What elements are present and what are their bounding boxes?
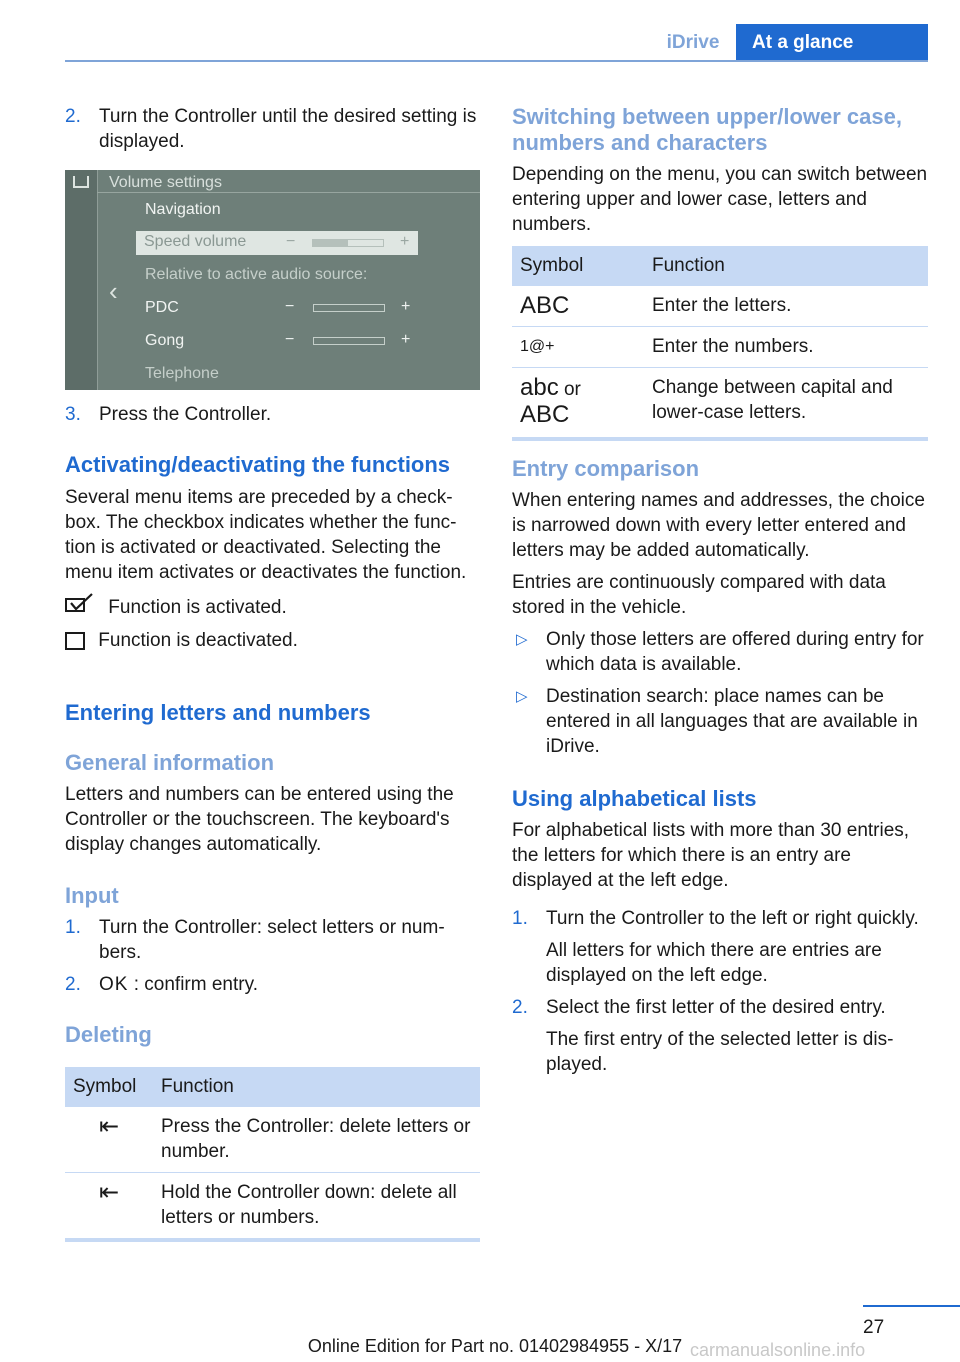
- delete-icon: ⇤: [65, 1107, 153, 1173]
- edition-text: Online Edition for Part no. 01402984955 - X/17: [307, 1336, 683, 1356]
- ok-icon: OK: [99, 974, 129, 995]
- table-row: 1@+ Enter the numbers.: [512, 327, 928, 368]
- pdc-slider: [313, 304, 385, 312]
- uppercase-icon: ABC: [512, 286, 644, 327]
- watermark: carmanualsonline.info: [690, 1340, 866, 1360]
- step-text: Turn the Controller until the desired setting is displayed.: [99, 106, 477, 152]
- delete-icon: ⇤: [98, 1179, 120, 1206]
- left-step-2: [65, 104, 480, 154]
- header-rule: [65, 60, 928, 62]
- lowercase-icon: abc: [520, 374, 559, 401]
- menu-item-pdc: PDC: [145, 299, 179, 316]
- input-heading: Input: [65, 883, 119, 908]
- menu-item-relative: Relative to active audio source:: [145, 266, 368, 283]
- switching-section: [512, 104, 928, 441]
- input-section: Input 1. Turn the Controller: select letters or numbers. 2. OK : confirm entry.: [65, 883, 480, 997]
- checkbox-checked-icon: [65, 593, 87, 620]
- bullet-triangle-icon: ▷: [516, 688, 528, 705]
- header-section: iDrive: [666, 32, 720, 53]
- checkbox-empty-icon: [65, 632, 85, 650]
- screenshot-sidebar: [65, 170, 98, 390]
- volume-settings-screenshot: Volume settings ‹ Navigation Speed volume − + Relative to active audio source: PDC − + Gong − + Telephone: [65, 170, 480, 390]
- general-section: [65, 750, 480, 857]
- list-item: ▷ Destination search: place names can be entered in all languages that are available in iDrive.: [516, 686, 918, 757]
- activated-label: Function is activated.: [108, 597, 287, 618]
- table-row: ⇤ Hold the Controller down: delete all letters or numbers.: [65, 1173, 480, 1239]
- general-heading: General information: [65, 750, 275, 775]
- footer-rule: [863, 1305, 960, 1307]
- menu-item-gong: Gong: [145, 332, 185, 349]
- header-tab: At a glance: [736, 24, 928, 62]
- entering-heading: Entering letters and numbers: [65, 700, 371, 725]
- alpha-heading: Using alphabetical lists: [512, 786, 757, 811]
- entry-section: Entry comparison When entering names and addresses, the choice is narrowed down with every letter entered and letters may be added automatically. Entries are continuously compared with data stored in the vehicle. ▷ Only those letters are offered during entry for which data is available. ▷ Destination search: place names can be entered in all languages that are available in iDrive.: [512, 456, 928, 759]
- page-number: 27: [863, 1317, 885, 1338]
- left-step-3: 3. Press the Controller.: [65, 404, 272, 425]
- bullet-triangle-icon: ▷: [516, 631, 528, 648]
- activating-body: Several menu items are preceded by a checkbox. The checkbox indicates whether the function is activated or deactivated. Selecting the menu item activates or deactivates the function.: [65, 487, 467, 583]
- gong-slider: [313, 337, 385, 345]
- entry-heading: Entry comparison: [512, 456, 700, 481]
- alpha-section: Using alphabetical lists For alphabetical lists with more than 30 entries, the letters for which there is an entry are displayed at the left edge. 1. Turn the Controller to the left or right quickly. All letters for which there are entries are displayed on the left edge. 2. Select the first letter of the desired entry. The first entry of the selected letter is displayed.: [512, 786, 928, 1077]
- table-row: ABC Enter the letters.: [512, 286, 928, 327]
- table-row: abc or ABC Change between capital and lower-case letters.: [520, 374, 893, 428]
- col-function: Function: [153, 1067, 480, 1107]
- menu-item-telephone: Telephone: [145, 365, 219, 382]
- table-row: ⇤ Press the Controller: delete letters or number.: [65, 1107, 480, 1173]
- list-item: ▷ Only those letters are offered during entry for which data is available.: [516, 629, 924, 675]
- col-symbol: Symbol: [65, 1067, 153, 1107]
- menu-item-speed-volume: Speed volume − +: [136, 231, 418, 255]
- deleting-section: [65, 1022, 480, 1242]
- menu-item-navigation: Navigation: [145, 201, 221, 218]
- screenshot-title: Volume settings: [109, 174, 222, 191]
- home-icon: [73, 176, 89, 188]
- general-body: Letters and numbers can be entered using the Controller or the touchscreen. The keyboard's display changes automatically.: [65, 784, 454, 855]
- switching-heading: Switching between upper/lower case, numbers and characters: [512, 104, 902, 155]
- step-number: 2.: [65, 106, 81, 127]
- switching-body: Depending on the menu, you can switch between entering upper and lower case, letters and numbers.: [512, 164, 928, 235]
- deactivated-label: Function is deactivated.: [98, 630, 298, 651]
- uppercase-icon: ABC: [520, 401, 570, 428]
- switching-table: Symbol Function ABC Enter the letters. 1@+ Enter the numbers. abc or ABC Change between capital and lower-case letters.: [512, 246, 928, 437]
- deleting-table: [65, 1067, 480, 1238]
- activating-heading: Activating/deactivating the functions: [65, 452, 451, 477]
- numbers-icon: 1@+: [512, 327, 644, 368]
- deleting-heading: Deleting: [65, 1022, 152, 1047]
- activating-section: [65, 452, 480, 653]
- chevron-left-icon: ‹: [109, 276, 118, 306]
